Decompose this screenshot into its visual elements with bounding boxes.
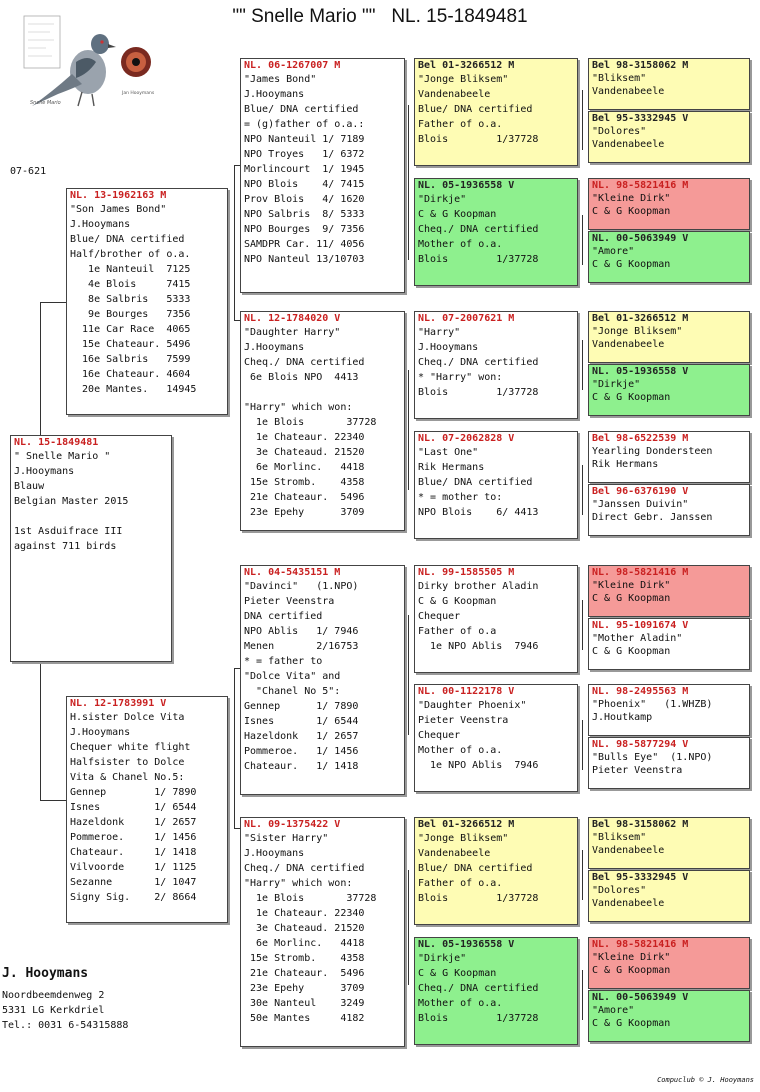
detail-line: Vandenabeele [592,339,665,350]
detail-line: "Kleine Dirk" [592,952,671,963]
detail-line: "Amore" [592,1005,635,1016]
detail-line: Vilvoorde 1/ 1125 [70,862,197,873]
ring-number: Bel 95-3332945 V [592,872,689,883]
fm-details [241,325,404,520]
detail-line: 1e Blois 37728 [244,893,377,904]
connector [582,600,583,650]
subject-ring: NL. 15-1849481 [14,437,99,448]
mother-details [67,710,227,905]
ring-number: Bel 01-3266512 M [592,313,689,324]
ancestor-card [588,817,750,869]
detail-line: Chequer white flight [70,742,191,753]
detail-line: "Dirkje" [418,953,467,964]
detail-line: 21e Chateaur. 5496 [244,492,365,503]
pigeon-details [589,1004,749,1030]
ring-number: NL. 99-1585505 M [418,567,515,578]
detail-line: 4e Blois 7415 [70,279,191,290]
ring-number: NL. 98-5821416 M [592,180,689,191]
detail-line: Father of o.a. [418,878,503,889]
detail-line: Rik Hermans [418,462,485,473]
detail-line: "Chanel No 5": [244,686,341,697]
detail-line: 1e NPO Ablis 7946 [418,641,539,652]
detail-line: "Bliksem" [592,832,647,843]
detail-line: Vandenabeele [418,89,491,100]
detail-line: Vita & Chanel No.5: [70,772,185,783]
pigeon-details [589,579,749,605]
father-ring: NL. 13-1962163 M [70,190,167,201]
connector [582,720,583,770]
mf-ring: NL. 04-5435151 M [244,567,341,578]
ancestor-card [588,737,750,789]
detail-line: Vandenabeele [592,898,665,909]
pigeon-details [589,325,749,351]
detail-line: Isnes 1/ 6544 [70,802,197,813]
pigeon-details [415,951,577,1026]
detail-line: "Janssen Duivin" [592,499,689,510]
connector [234,668,235,828]
breeder-name: J. Hooymans [2,966,89,981]
detail-line: C & G Koopman [418,596,497,607]
code-label: 07-621 [10,166,47,177]
detail-line: Cheq./ DNA certified [418,983,539,994]
connector [408,615,409,735]
detail-line: "James Bond" [244,74,317,85]
detail-line: Vandenabeele [592,139,665,150]
ring-number: NL. 95-1091674 V [592,620,689,631]
detail-line: 16e Salbris 7599 [70,354,191,365]
footer-credit: Compuclub © J. Hooymans [657,1076,754,1084]
detail-line: 1e NPO Ablis 7946 [418,760,539,771]
detail-line: Gennep 1/ 7890 [70,787,197,798]
connector [582,340,583,390]
detail-line: 23e Epehy 3709 [244,507,365,518]
detail-line: 1e Blois 37728 [244,417,377,428]
ring-number: NL. 07-2062828 V [418,433,515,444]
granddam-paternal-card [240,311,405,531]
detail-line: J.Hooymans [70,727,131,738]
detail-line: Blauw [14,481,45,492]
detail-line: Blois 1/37728 [418,893,539,904]
detail-line: "Harry" [418,327,461,338]
detail-line: Rik Hermans [592,459,659,470]
detail-line: Pieter Veenstra [418,715,509,726]
detail-line: C & G Koopman [592,1018,671,1029]
pigeon-details [589,378,749,404]
detail-line: Chateaur. 1/ 1418 [244,761,359,772]
detail-line: 20e Mantes. 14945 [70,384,197,395]
ancestor-card [588,565,750,617]
ring-number: Bel 01-3266512 M [418,60,515,71]
detail-line: Direct Gebr. Janssen [592,512,713,523]
fm-ring: NL. 12-1784020 V [244,313,341,324]
detail-line: "Dirkje" [418,194,467,205]
detail-line: * "Harry" won: [418,372,503,383]
detail-line: against 711 birds [14,541,117,552]
ring-number: NL. 07-2007621 M [418,313,515,324]
page-title: "" Snelle Mario "" NL. 15-1849481 [232,6,528,27]
detail-line: NPO Nanteul 13/10703 [244,254,365,265]
pigeon-details [589,632,749,658]
pigeon-details [589,245,749,271]
mm-details [241,831,404,1026]
svg-text:Snelle Mario: Snelle Mario [30,100,61,106]
detail-line: "Harry" which won: [244,878,353,889]
detail-line: " Snelle Mario " [14,451,111,462]
pigeon-details [415,192,577,267]
ring-number: NL. 00-5063949 V [592,992,689,1003]
connector [582,90,583,150]
detail-line: NPO Troyes 1/ 6372 [244,149,365,160]
detail-line: C & G Koopman [418,209,497,220]
ring-number: Bel 96-6376190 V [592,486,689,497]
connector [40,660,41,800]
connector [40,800,66,801]
detail-line: Blois 1/37728 [418,134,539,145]
detail-line: C & G Koopman [592,965,671,976]
detail-line: C & G Koopman [592,646,671,657]
ring-number: NL. 05-1936558 V [592,366,689,377]
detail-line: NPO Nanteuil 1/ 7189 [244,134,365,145]
detail-line: Pommeroe. 1/ 1456 [244,746,359,757]
detail-line: "Sister Harry" [244,833,329,844]
detail-line: NPO Blois 4/ 7415 [244,179,365,190]
ancestor-card [588,231,750,283]
ancestor-card [588,111,750,163]
detail-line: Blue/ DNA certified [418,104,533,115]
detail-line: "Dirkje" [592,379,641,390]
detail-line: "Daughter Harry" [244,327,341,338]
detail-line: 3e Chateaud. 21520 [244,923,365,934]
ring-number: NL. 00-1122178 V [418,686,515,697]
detail-line: Pieter Veenstra [592,765,683,776]
detail-line: "Bliksem" [592,73,647,84]
grandsire-paternal-card [240,58,405,293]
detail-line: 15e Stromb. 4358 [244,477,365,488]
connector [582,970,583,1020]
detail-line: Blois 1/37728 [418,387,539,398]
detail-line: J.Hooymans [244,342,305,353]
pigeon-details [589,72,749,98]
great-grandparent-card [414,431,578,539]
detail-line: 3e Chateaud. 21520 [244,447,365,458]
connector [582,215,583,265]
detail-line: "Kleine Dirk" [592,580,671,591]
ancestor-card [588,178,750,230]
detail-line: "Jonge Bliksem" [592,326,683,337]
ring-number: NL. 98-5821416 M [592,939,689,950]
mother-ring: NL. 12-1783991 V [70,698,167,709]
detail-line: Blue/ DNA certified [418,477,533,488]
ring-number: NL. 98-2495563 M [592,686,689,697]
detail-line: Mother of o.a. [418,998,503,1009]
grandsire-maternal-card [240,565,405,795]
detail-line: Pommeroe. 1/ 1456 [70,832,197,843]
detail-line: 16e Chateaur. 4604 [70,369,191,380]
pigeon-details [589,125,749,151]
ancestor-card [588,311,750,363]
detail-line: 11e Car Race 4065 [70,324,191,335]
great-grandparent-card [414,58,578,166]
pigeon-details [415,325,577,400]
detail-line: Mother of o.a. [418,745,503,756]
ancestor-card [588,618,750,670]
detail-line: J.Hooymans [14,466,75,477]
detail-line: * = father to [244,656,323,667]
ring-number: NL. 00-5063949 V [592,233,689,244]
detail-line: 1st Asduifrace III [14,526,123,537]
detail-line: "Daughter Phoenix" [418,700,527,711]
detail-line: 6e Blois NPO 4413 [244,372,359,383]
detail-line: NPO Ablis 1/ 7946 [244,626,359,637]
detail-line: "Jonge Bliksem" [418,833,509,844]
ancestor-card [588,684,750,736]
detail-line: = (g)father of o.a.: [244,119,365,130]
mother-card [66,696,228,923]
detail-line: "Dolce Vita" and [244,671,341,682]
ancestor-card [588,364,750,416]
mf-details [241,579,404,774]
connector [582,465,583,515]
detail-line: Chequer [418,730,461,741]
pigeon-details [415,579,577,654]
connector [40,302,66,303]
detail-line: DNA certified [244,611,323,622]
detail-line: C & G Koopman [418,968,497,979]
ancestor-card [588,484,750,536]
detail-line: Menen 2/16753 [244,641,359,652]
father-details [67,202,227,397]
detail-line: C & G Koopman [592,206,671,217]
detail-line: Cheq./ DNA certified [418,224,539,235]
detail-line: "Mother Aladin" [592,633,683,644]
detail-line: "Amore" [592,246,635,257]
detail-line: J.Hooymans [244,848,305,859]
pigeon-details [589,951,749,977]
breeder-city: 5331 LG Kerkdriel [2,1005,105,1016]
detail-line: "Bulls Eye" (1.NPO) [592,752,713,763]
ff-ring: NL. 06-1267007 M [244,60,341,71]
detail-line: H.sister Dolce Vita [70,712,185,723]
detail-line: "Last One" [418,447,479,458]
detail-line: Cheq./ DNA certified [418,357,539,368]
connector [408,370,409,490]
detail-line: C & G Koopman [592,593,671,604]
ring-number: Bel 98-3158062 M [592,819,689,830]
ring-number: NL. 98-5821416 M [592,567,689,578]
detail-line: Pieter Veenstra [244,596,335,607]
great-grandparent-card [414,937,578,1045]
great-grandparent-card [414,178,578,286]
detail-line: SAMDPR Car. 11/ 4056 [244,239,365,250]
detail-line: J.Hooymans [418,342,479,353]
detail-line: Dirky brother Aladin [418,581,539,592]
ff-details [241,72,404,267]
great-grandparent-card [414,311,578,419]
pigeon-details [415,831,577,906]
great-grandparent-card [414,684,578,792]
svg-text:Jan Hooymans: Jan Hooymans [122,91,155,96]
mm-ring: NL. 09-1375422 V [244,819,341,830]
detail-line: 8e Salbris 5333 [70,294,191,305]
detail-line: "Phoenix" (1.WHZB) [592,699,713,710]
pigeon-details [589,751,749,777]
detail-line: Hazeldonk 1/ 2657 [244,731,359,742]
detail-line: Isnes 1/ 6544 [244,716,359,727]
connector [234,165,235,320]
pigeon-details [589,831,749,857]
detail-line: "Kleine Dirk" [592,193,671,204]
detail-line: Blue/ DNA certified [70,234,185,245]
ancestor-card [588,937,750,989]
father-card [66,188,228,415]
ring-number: Bel 01-3266512 M [418,819,515,830]
detail-line: J.Hooymans [70,219,131,230]
pigeon-details [415,445,577,520]
detail-line: 23e Epehy 3709 [244,983,365,994]
detail-line: 6e Morlinc. 4418 [244,938,365,949]
detail-line: Blue/ DNA certified [418,863,533,874]
detail-line: 9e Bourges 7356 [70,309,191,320]
detail-line: "Dolores" [592,885,647,896]
detail-line: Vandenabeele [592,845,665,856]
detail-line: 1e Chateaur. 22340 [244,432,365,443]
detail-line: Halfsister to Dolce [70,757,185,768]
ring-number: NL. 98-5877294 V [592,739,689,750]
ring-number: Bel 98-3158062 M [592,60,689,71]
connector [40,302,41,437]
great-grandparent-card [414,565,578,673]
detail-line: 21e Chateaur. 5496 [244,968,365,979]
detail-line: Father of o.a. [418,119,503,130]
pigeon-details [415,72,577,147]
detail-line: J.Houtkamp [592,712,653,723]
connector [408,105,409,260]
detail-line: Cheq./ DNA certified [244,863,365,874]
detail-line [14,509,171,524]
pigeon-details [415,698,577,773]
granddam-maternal-card [240,817,405,1047]
detail-line: J.Hooymans [244,89,305,100]
ring-number: NL. 05-1936558 V [418,180,515,191]
detail-line: "Son James Bond" [70,204,167,215]
detail-line: Chequer [418,611,461,622]
pigeon-details [589,192,749,218]
detail-line [244,385,404,400]
ring-number: Bel 95-3332945 V [592,113,689,124]
detail-line: 30e Nanteul 3249 [244,998,365,1009]
detail-line: Father of o.a [418,626,497,637]
pigeon-details [589,884,749,910]
detail-line: Mother of o.a. [418,239,503,250]
ancestor-card [588,431,750,483]
detail-line: Half/brother of o.a. [70,249,191,260]
detail-line: Hazeldonk 1/ 2657 [70,817,197,828]
breeder-address: Noordbeemdenweg 2 [2,990,105,1001]
detail-line: "Harry" which won: [244,402,353,413]
detail-line: C & G Koopman [592,392,671,403]
detail-line: Blois 1/37728 [418,254,539,265]
ring-number: NL. 05-1936558 V [418,939,515,950]
detail-line: 15e Chateaur. 5496 [70,339,191,350]
connector [408,870,409,985]
detail-line: 15e Stromb. 4358 [244,953,365,964]
detail-line: 50e Mantes 4182 [244,1013,365,1024]
detail-line: Yearling Dondersteen [592,446,713,457]
detail-line: NPO Salbris 8/ 5333 [244,209,365,220]
detail-line: "Dolores" [592,126,647,137]
detail-line: Blue/ DNA certified [244,104,359,115]
detail-line: Morlincourt 1/ 1945 [244,164,365,175]
detail-line: Prov Blois 4/ 1620 [244,194,365,205]
subject-details [11,449,171,554]
detail-line: Belgian Master 2015 [14,496,129,507]
detail-line: Chateaur. 1/ 1418 [70,847,197,858]
detail-line: NPO Bourges 9/ 7356 [244,224,365,235]
detail-line: Gennep 1/ 7890 [244,701,359,712]
subject-pigeon-card [10,435,172,662]
detail-line: Sezanne 1/ 1047 [70,877,197,888]
ring-number: Bel 98-6522539 M [592,433,689,444]
detail-line: Cheq./ DNA certified [244,357,365,368]
pigeon-logo [22,14,156,114]
detail-line: * = mother to: [418,492,503,503]
connector [582,850,583,900]
detail-line: Vandenabeele [592,86,665,97]
ancestor-card [588,870,750,922]
ancestor-card [588,990,750,1042]
breeder-phone: Tel.: 0031 6-54315888 [2,1020,129,1031]
pigeon-details [589,445,749,471]
detail-line: C & G Koopman [592,259,671,270]
detail-line: NPO Blois 6/ 4413 [418,507,539,518]
detail-line: Signy Sig. 2/ 8664 [70,892,197,903]
great-grandparent-card [414,817,578,925]
detail-line: Blois 1/37728 [418,1013,539,1024]
pigeon-details [589,698,749,724]
detail-line: Vandenabeele [418,848,491,859]
detail-line: 6e Morlinc. 4418 [244,462,365,473]
detail-line: 1e Chateaur. 22340 [244,908,365,919]
ancestor-card [588,58,750,110]
detail-line: 1e Nanteuil 7125 [70,264,191,275]
detail-line: "Jonge Bliksem" [418,74,509,85]
detail-line: "Davinci" (1.NPO) [244,581,359,592]
pigeon-details [589,498,749,524]
